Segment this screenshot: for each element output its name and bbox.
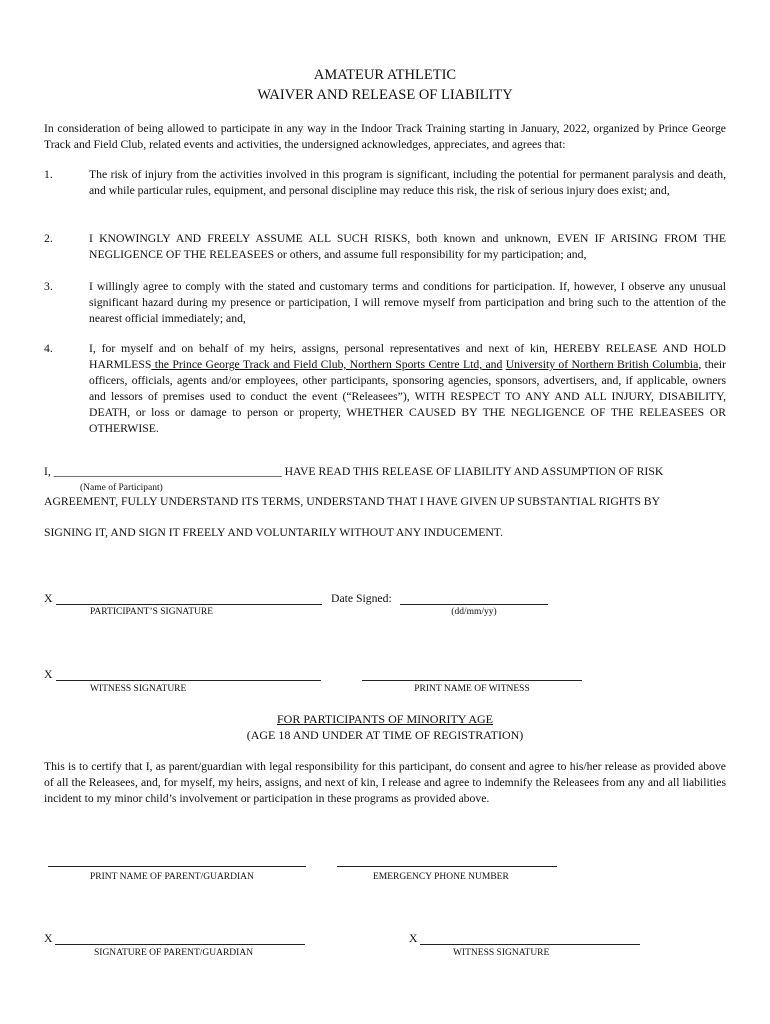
document-title-line1: AMATEUR ATHLETIC (313, 67, 457, 83)
item-text: I KNOWINGLY AND FREELY ASSUME ALL SUCH RISKS, both known and unknown, EVEN IF ARISING FROM THE NEGLIGENCE OF THE RELEASEES or others, and assume full responsibility for my participation; and, (89, 232, 726, 261)
item-text: The risk of injury from the activities involved in this program is significant, including the potential for permanent paralysis and death, and while particular rules, equipment, and personal discipline may reduce this risk, the risk of serious injury does exist; and, (89, 168, 726, 197)
print-witness-label: PRINT NAME OF WITNESS (414, 684, 530, 694)
releasees-underlined: the Prince George Track and Field Club, Northern Sports Centre Ltd, and (151, 358, 503, 371)
print-parent-label: PRINT NAME OF PARENT/GUARDIAN (90, 872, 254, 882)
print-witness-line[interactable] (362, 680, 582, 681)
minority-witness-line[interactable] (420, 944, 640, 945)
witness-signature-line[interactable] (56, 680, 321, 681)
acknowledgement-line2: AGREEMENT, FULLY UNDERSTAND ITS TERMS, UNDERSTAND THAT I HAVE GIVEN UP SUBSTANTIAL RIGHTS BY (44, 495, 661, 508)
witness-signature-label: WITNESS SIGNATURE (90, 684, 187, 694)
date-signed-label: Date Signed: (331, 592, 392, 605)
name-of-participant-caption: (Name of Participant) (80, 483, 163, 493)
participant-signature-line[interactable] (56, 604, 322, 605)
x-mark: X (44, 932, 53, 945)
item-number: 2. (44, 232, 53, 245)
item-text: I willingly agree to comply with the stated and customary terms and conditions for participation. If, however, I observe any unusual significant hazard during my presence or participation, I will remove myself from participation and bring such to the attention of the nearest official immediately; and, (89, 280, 726, 325)
intro-paragraph: In consideration of being allowed to participate in any way in the Indoor Track Training starting in January, 2022, organized by Prince George Track and Field Club, related events and activities, the undersigned acknowledges, appreciates, and agrees that: (44, 122, 726, 151)
x-mark: X (44, 592, 53, 605)
x-mark: X (409, 932, 418, 945)
minority-heading: FOR PARTICIPANTS OF MINORITY AGE (277, 712, 493, 726)
print-parent-line[interactable] (48, 866, 306, 867)
document-title-line2: WAIVER AND RELEASE OF LIABILITY (257, 87, 513, 103)
item-number: 3. (44, 280, 53, 293)
parent-signature-label: SIGNATURE OF PARENT/GUARDIAN (94, 948, 254, 958)
parent-signature-line[interactable] (55, 944, 305, 945)
participant-signature-label: PARTICIPANT’S SIGNATURE (90, 607, 214, 617)
item-number: 4. (44, 342, 53, 355)
minority-paragraph: This is to certify that I, as parent/guardian with legal responsibility for this participant, do consent and agree to his/her release as provided above of all the Releasees, and, for myself, my heirs, assigns, and next of kin, I release and agree to indemnify the Releasees from any and all liabilities incident to my minor child’s involvement or participation in these programs as provided above. (44, 760, 726, 805)
item-text-part: , their officers, officials, agents and/or employees, other participants, sponsoring agencies, sponsors, advertisers, and, if applicable, owners and lessors of premises used to conduct the event (“Releasees”), WITH RESPECT TO ANY AND ALL INJURY, DISABILITY, DEATH, or loss or damage to person or property, WHETHER CAUSED BY THE NEGLIGENCE OF THE RELEASEES OR OTHERWISE. (89, 358, 727, 435)
university-underlined: University of Northern British Columbia (505, 358, 699, 371)
acknowledgement-line3: SIGNING IT, AND SIGN IT FREELY AND VOLUNTARILY WITHOUT ANY INDUCEMENT. (44, 526, 503, 539)
date-signed-line[interactable] (400, 604, 548, 605)
minority-subheading: (AGE 18 AND UNDER AT TIME OF REGISTRATION) (246, 728, 524, 742)
date-format-caption: (dd/mm/yy) (451, 607, 497, 617)
participant-name-blank[interactable]: _______________________________________ (53, 465, 282, 478)
minority-witness-label: WITNESS SIGNATURE (453, 948, 550, 958)
ack-text: HAVE READ THIS RELEASE OF LIABILITY AND ASSUMPTION OF RISK (284, 465, 664, 478)
acknowledgement-line1 (44, 464, 663, 480)
x-mark: X (44, 668, 53, 681)
item-number: 1. (44, 168, 53, 181)
ack-prefix: I, (44, 465, 51, 478)
emergency-phone-line[interactable] (337, 866, 557, 867)
item-text-release (89, 341, 726, 437)
emergency-phone-label: EMERGENCY PHONE NUMBER (373, 872, 509, 882)
item-text-part: I, for myself and on behalf of my heirs, assigns, personal representatives and next of kin, HEREBY RELEASE AND HOLD HARMLESS (89, 342, 726, 371)
